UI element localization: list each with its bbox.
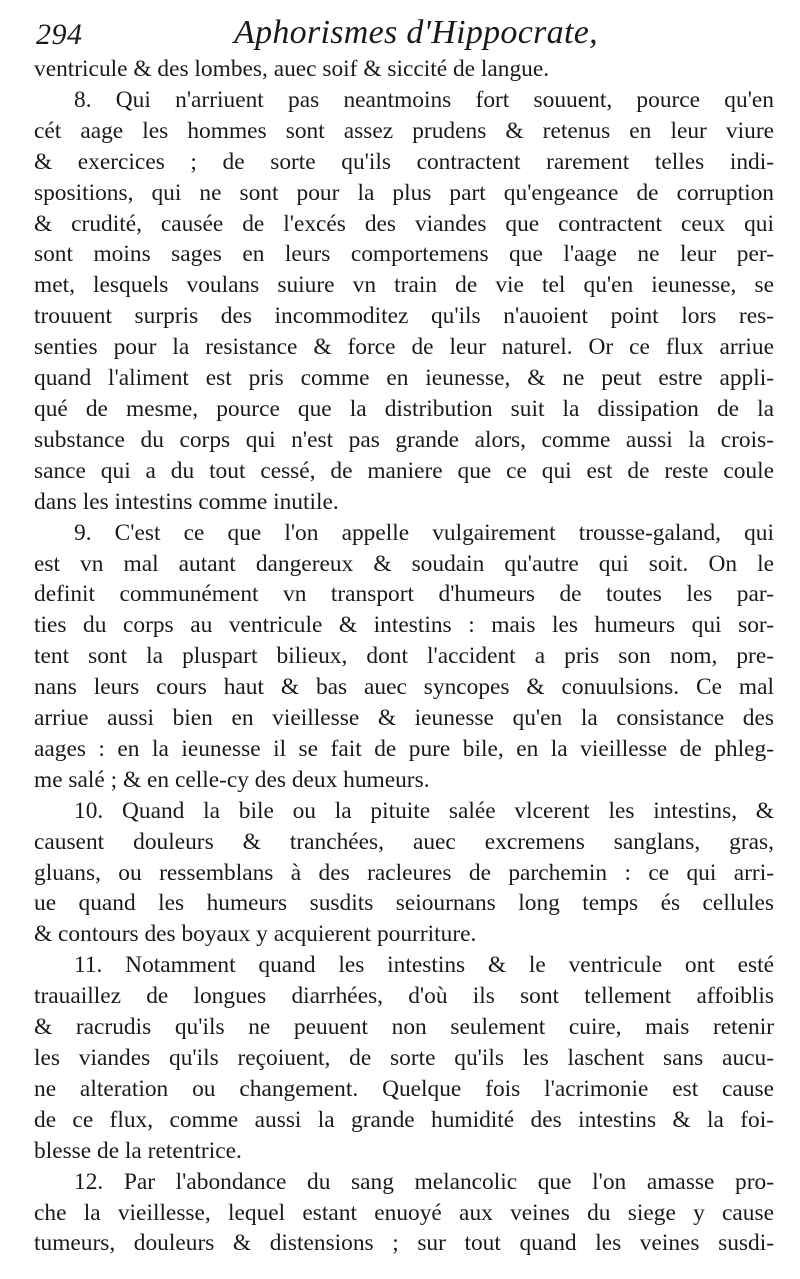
text-line: gluans, ou ressemblans à des racleures de parchemin : ce qui arri-	[34, 859, 774, 886]
text-line: les viandes qu'ils reçoiuent, de sorte qu'ils les laschent sans aucu-	[34, 1045, 774, 1071]
text-line: & exercices ; de sorte qu'ils contractent rarement telles indi-	[34, 148, 774, 175]
text-line: & racrudis qu'ils ne peuuent non seulement cuire, mais retenir	[34, 1014, 774, 1041]
text-line: met, lesquels voulans suiure vn train de vie tel qu'en ieunesse, se	[34, 272, 774, 299]
text-line: dans les intestins comme inutile.	[34, 488, 339, 515]
text-line: & crudité, causée de l'excés des viandes que contractent ceux qui	[34, 210, 774, 237]
text-line: ne alteration ou changement. Quelque fois l'acrimonie est cause	[34, 1075, 774, 1102]
text-line: aages : en la ieunesse il se fait de pure bile, en la vieillesse de phleg-	[34, 735, 774, 762]
text-line: cét aage les hommes sont assez prudens & retenus en leur viure	[34, 117, 774, 144]
text-line: qué de mesme, pource que la distribution suit la dissipation de la	[34, 395, 774, 422]
text-line: spositions, qui ne sont pour la plus part qu'engeance de corruption	[34, 179, 774, 206]
text-line: tumeurs, douleurs & distensions ; sur tout quand les veines susdi-	[34, 1230, 774, 1257]
text-line: che la vieillesse, lequel estant enuoyé aux veines du siege y cause	[34, 1199, 774, 1226]
text-line: me salé ; & en celle-cy des deux humeurs.	[34, 766, 430, 793]
text-line: blesse de la retentrice.	[34, 1137, 242, 1164]
text-line: definit communément vn transport d'humeurs de toutes les par-	[34, 581, 774, 608]
text-line: trauaillez de longues diarrhées, d'où ils sont tellement affoiblis	[34, 983, 774, 1010]
text-line: 9. C'est ce que l'on appelle vulgairement trousse-galand, qui	[74, 519, 774, 546]
text-line: sont moins sages en leurs comportemens que l'aage ne leur per-	[34, 241, 774, 268]
text-line: quand l'aliment est pris comme en ieunesse, & ne peut estre appli-	[34, 365, 774, 392]
text-line: trouuent surpris des incommoditez qu'ils n'auoient point lors res-	[34, 303, 774, 330]
text-line: 11. Notamment quand les intestins & le ventricule ont esté	[74, 952, 774, 979]
text-line: ventricule & des lombes, auec soif & siccité de langue.	[34, 56, 550, 82]
text-line: nans leurs cours haut & bas auec syncopes & conuulsions. Ce mal	[34, 674, 774, 701]
text-line: sance qui a du tout cessé, de maniere que ce qui est de reste coule	[34, 457, 774, 484]
text-line: est vn mal autant dangereux & soudain qu'autre qui soit. On le	[34, 550, 774, 577]
text-line: tent sont la pluspart bilieux, dont l'accident a pris son nom, pre-	[34, 643, 774, 670]
text-line: arriue aussi bien en vieillesse & ieunesse qu'en la consistance des	[34, 705, 774, 732]
text-line: senties pour la resistance & force de leur naturel. Or ce flux arriue	[34, 334, 774, 361]
text-line: ue quand les humeurs susdits seiournans long temps és cellules	[34, 890, 774, 917]
page-header	[34, 14, 774, 54]
text-line: 10. Quand la bile ou la pituite salée vlcerent les intestins, &	[74, 797, 774, 824]
text-line: 12. Par l'abondance du sang melancolic que l'on amasse pro-	[74, 1168, 774, 1195]
text-line: de ce flux, comme aussi la grande humidité des intestins & la foi-	[34, 1106, 774, 1133]
text-line: & contours des boyaux y acquierent pourriture.	[34, 921, 477, 948]
text-line: substance du corps qui n'est pas grande alors, comme aussi la crois-	[34, 426, 774, 453]
text-line: ties du corps au ventricule & intestins : mais les humeurs qui sor-	[34, 612, 774, 639]
running-title: Aphorismes d'Hippocrate,	[234, 14, 598, 51]
page-number: 294	[36, 18, 83, 51]
text-line: causent douleurs & tranchées, auec excremens sanglans, gras,	[34, 828, 774, 855]
text-line: 8. Qui n'arriuent pas neantmoins fort souuent, pource qu'en	[74, 86, 774, 113]
body-text	[34, 54, 774, 1259]
